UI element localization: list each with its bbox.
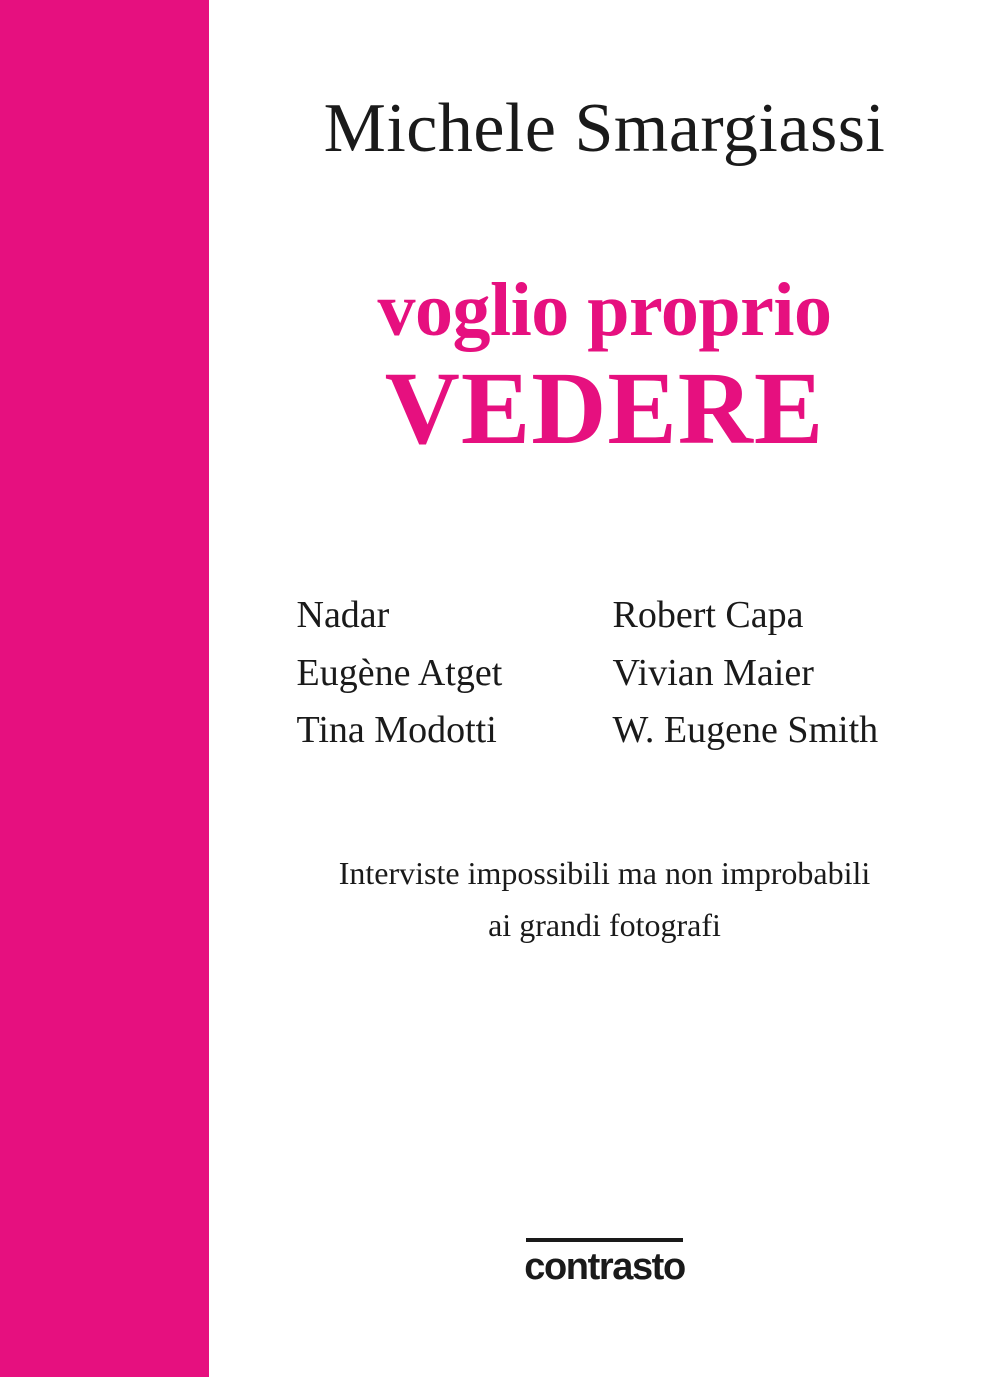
book-subtitle <box>209 848 1000 952</box>
list-item: Eugène Atget <box>296 651 503 694</box>
subtitle-line-1: Interviste impossibili ma non improbabili <box>338 855 871 891</box>
list-item: Tina Modotti <box>296 709 497 752</box>
publisher-rule <box>526 1238 683 1242</box>
publisher-logo <box>524 1238 685 1289</box>
list-item: W. Eugene Smith <box>612 709 879 752</box>
list-item: Nadar <box>296 594 390 636</box>
photographer-names <box>209 590 1000 757</box>
cover-content <box>209 0 1000 1377</box>
publisher-area <box>209 1238 1000 1289</box>
publisher-name: contrasto <box>524 1246 685 1288</box>
names-column-left <box>297 590 547 757</box>
book-title <box>209 268 1000 466</box>
title-line-1: voglio proprio <box>377 268 832 352</box>
subtitle-line-2: ai grandi fotografi <box>488 906 721 943</box>
list-item: Robert Capa <box>612 594 804 636</box>
author-name: Michele Smargiassi <box>323 90 886 167</box>
names-column-right <box>613 590 913 757</box>
list-item: Vivian Maier <box>612 651 814 694</box>
title-line-2: VEDERE <box>384 351 825 466</box>
spine-color-band <box>0 0 209 1377</box>
